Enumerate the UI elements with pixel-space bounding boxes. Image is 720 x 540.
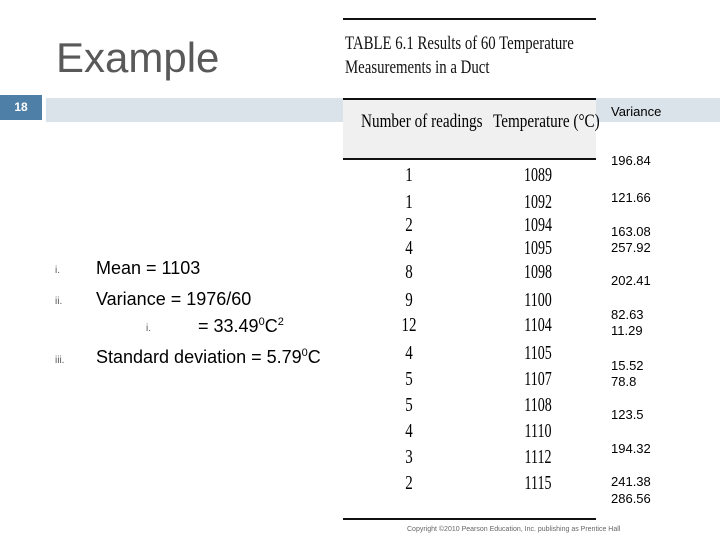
table-row bbox=[343, 446, 596, 469]
variance-value: 123.5 bbox=[611, 407, 644, 422]
std-dev-sup-degree: 0 bbox=[301, 347, 308, 359]
table-row bbox=[343, 314, 596, 337]
variance-value: 286.56 bbox=[611, 491, 651, 506]
cell-temperature: 1098 bbox=[524, 261, 552, 283]
sub-list-marker: i. bbox=[146, 323, 151, 334]
variance-value: 196.84 bbox=[611, 153, 651, 168]
std-dev-prefix: Standard deviation = 5.79 bbox=[96, 347, 302, 367]
table-bottom-rule bbox=[343, 518, 596, 520]
variance-value: 163.08 bbox=[611, 224, 651, 239]
variance-value: 11.29 bbox=[611, 323, 643, 338]
cell-readings: 5 bbox=[405, 394, 413, 416]
cell-readings: 9 bbox=[405, 289, 413, 311]
table-row bbox=[343, 394, 596, 417]
slide-number: 18 bbox=[0, 95, 42, 120]
variance-value: 15.52 bbox=[611, 358, 644, 373]
list-marker-1: i. bbox=[55, 265, 60, 276]
cell-readings: 8 bbox=[405, 261, 413, 283]
cell-temperature: 1100 bbox=[524, 289, 552, 311]
copyright-note: Copyright ©2010 Pearson Education, Inc. publishing as Prentice Hall bbox=[407, 526, 621, 533]
caption-line-2: Measurements in a Duct bbox=[345, 57, 490, 78]
table-row bbox=[343, 237, 596, 260]
cell-readings: 4 bbox=[405, 342, 413, 364]
list-marker-2: ii. bbox=[55, 296, 63, 307]
table-row bbox=[343, 214, 596, 237]
sub-item-sup-degree: 0 bbox=[258, 316, 265, 328]
table-top-rule bbox=[343, 18, 596, 20]
column-header-readings: Number of readings bbox=[361, 111, 483, 132]
variance-header: Variance bbox=[611, 104, 662, 119]
cell-readings: 5 bbox=[405, 368, 413, 390]
cell-temperature: 1107 bbox=[524, 368, 552, 390]
variance-value: 257.92 bbox=[611, 240, 651, 255]
cell-temperature: 1112 bbox=[524, 446, 552, 468]
cell-temperature: 1104 bbox=[524, 314, 552, 336]
variance-value: 194.32 bbox=[611, 441, 651, 456]
cell-temperature: 1105 bbox=[524, 342, 552, 364]
table-row bbox=[343, 261, 596, 284]
cell-readings: 2 bbox=[405, 214, 413, 236]
table-row bbox=[343, 420, 596, 443]
list-item-std-dev bbox=[96, 347, 321, 368]
cell-readings: 1 bbox=[405, 164, 413, 186]
sub-item-variance-value bbox=[198, 316, 284, 337]
variance-value: 202.41 bbox=[611, 273, 651, 288]
cell-temperature: 1089 bbox=[524, 164, 552, 186]
table-figure bbox=[343, 18, 621, 540]
table-header-rule-bottom bbox=[343, 158, 596, 160]
list-item-mean: Mean = 1103 bbox=[96, 258, 201, 278]
table-header-rule-top bbox=[343, 98, 596, 100]
cell-temperature: 1108 bbox=[524, 394, 552, 416]
table-row bbox=[343, 289, 596, 312]
cell-readings: 4 bbox=[405, 237, 413, 259]
cell-temperature: 1115 bbox=[524, 472, 552, 494]
cell-readings: 1 bbox=[405, 191, 413, 213]
table-row bbox=[343, 191, 596, 214]
cell-readings: 12 bbox=[401, 314, 417, 336]
caption-line-1: TABLE 6.1 Results of 60 Temperature bbox=[345, 33, 574, 54]
sub-item-sup-squared: 2 bbox=[277, 316, 284, 328]
variance-value: 121.66 bbox=[611, 190, 651, 205]
cell-readings: 4 bbox=[405, 420, 413, 442]
table-row bbox=[343, 342, 596, 365]
sub-item-prefix: = 33.49 bbox=[198, 316, 259, 336]
cell-readings: 2 bbox=[405, 472, 413, 494]
cell-temperature: 1095 bbox=[524, 237, 552, 259]
variance-value: 82.63 bbox=[611, 307, 644, 322]
cell-readings: 3 bbox=[405, 446, 413, 468]
std-dev-unit: C bbox=[307, 347, 321, 367]
slide-title: Example bbox=[56, 34, 220, 81]
column-header-temperature: Temperature (°C) bbox=[493, 111, 600, 132]
variance-value: 241.38 bbox=[611, 474, 651, 489]
cell-temperature: 1092 bbox=[524, 191, 552, 213]
cell-temperature: 1094 bbox=[524, 214, 552, 236]
table-caption bbox=[345, 32, 574, 80]
table-row bbox=[343, 368, 596, 391]
variance-value: 78.8 bbox=[611, 374, 637, 389]
table-row bbox=[343, 164, 596, 187]
list-marker-3: iii. bbox=[55, 355, 65, 366]
list-item-variance: Variance = 1976/60 bbox=[96, 289, 252, 309]
cell-temperature: 1110 bbox=[524, 420, 552, 442]
sub-item-unit: C bbox=[264, 316, 278, 336]
table-row bbox=[343, 472, 596, 495]
